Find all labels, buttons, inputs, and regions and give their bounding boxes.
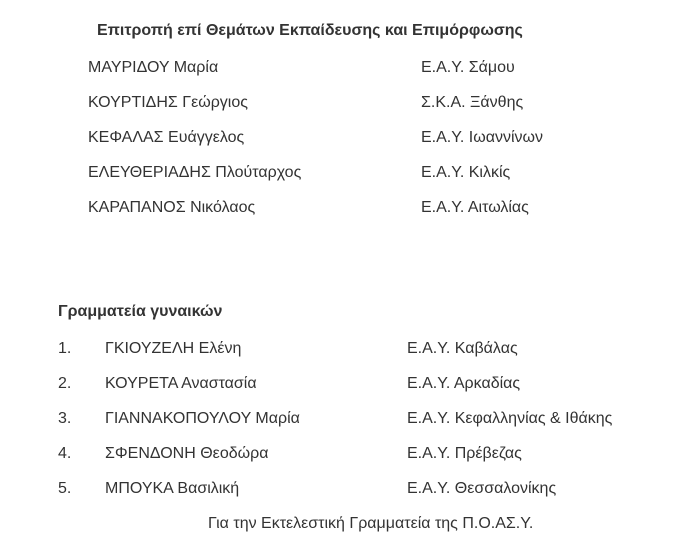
member-number: 2.	[58, 375, 72, 392]
signature-line: Για την Εκτελεστική Γραμματεία της Π.Ο.ΑΣ.Υ.	[208, 515, 534, 532]
member-number: 1.	[58, 340, 72, 357]
member-name: ΓΙΑΝΝΑΚΟΠΟΥΛΟΥ Μαρία	[105, 410, 300, 427]
member-affiliation: Ε.Α.Υ. Κεφαλληνίας & Ιθάκης	[407, 410, 613, 427]
member-number: 4.	[58, 445, 72, 462]
member-name: ΓΚΙΟΥΖΕΛΗ Ελένη	[105, 340, 242, 357]
member-number: 3.	[58, 410, 72, 427]
member-name: ΜΑΥΡΙΔΟΥ Μαρία	[88, 59, 219, 76]
member-name: ΣΦΕΝΔΟΝΗ Θεοδώρα	[105, 445, 269, 462]
member-affiliation: Ε.Α.Υ. Θεσσαλονίκης	[407, 480, 557, 497]
member-name: ΚΟΥΡΤΙΔΗΣ Γεώργιος	[88, 94, 248, 111]
member-affiliation: Ε.Α.Υ. Καβάλας	[407, 340, 518, 357]
member-name: ΜΠΟΥΚΑ Βασιλική	[105, 480, 240, 497]
member-affiliation: Σ.Κ.Α. Ξάνθης	[421, 94, 524, 111]
member-affiliation: Ε.Α.Υ. Αρκαδίας	[407, 375, 521, 392]
women-secretariat-heading: Γραμματεία γυναικών	[58, 303, 223, 320]
member-affiliation: Ε.Α.Υ. Σάμου	[421, 59, 515, 76]
member-name: ΚΑΡΑΠΑΝΟΣ Νικόλαος	[88, 199, 256, 216]
member-name: ΚΟΥΡΕΤΑ Αναστασία	[105, 375, 257, 392]
committee-heading: Επιτροπή επί Θεμάτων Εκπαίδευσης και Επιμόρφωσης	[97, 22, 523, 39]
member-number: 5.	[58, 480, 72, 497]
member-name: ΕΛΕΥΘΕΡΙΑΔΗΣ Πλούταρχος	[88, 164, 302, 181]
member-affiliation: Ε.Α.Υ. Πρέβεζας	[407, 445, 522, 462]
member-name: ΚΕΦΑΛΑΣ Ευάγγελος	[88, 129, 245, 146]
member-affiliation: Ε.Α.Υ. Κιλκίς	[421, 164, 511, 181]
member-affiliation: Ε.Α.Υ. Ιωαννίνων	[421, 129, 543, 146]
member-affiliation: Ε.Α.Υ. Αιτωλίας	[421, 199, 529, 216]
